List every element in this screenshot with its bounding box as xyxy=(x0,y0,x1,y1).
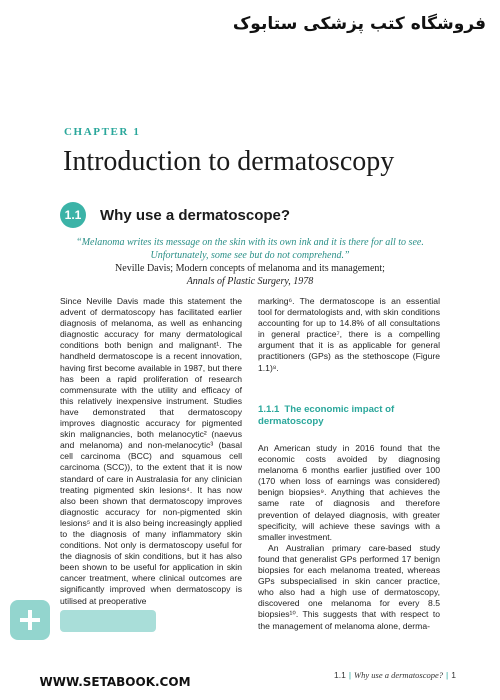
footer-separator: | xyxy=(348,670,352,680)
store-banner: فروشگاه کتب پزشکی ستابوک xyxy=(232,14,486,34)
section-title: Why use a dermatoscope? xyxy=(100,206,291,224)
page-number: 1 xyxy=(451,670,456,680)
quote-source: Annals of Plastic Surgery, 1978 xyxy=(186,276,314,287)
setabook-logo-watermark xyxy=(6,594,166,656)
body-paragraph: Since Neville Davis made this statement the advent of dermatoscopy has facilitated earlier diagnosis of melanoma, as well as enhancing diagnostic accuracy for many dermatological conditions both benign and malignant¹. The handheld dermatoscope is a recent innovation, having first become available in 1987, but there has been a rapid proliferation of research commensurate with the utility and efficacy of this relatively inexpensive instrument. Studies have demonstrated that dermatoscopy improves diagnostic accuracy for pigmented skin malignancies, both melanocytic² (naevus and melanoma) and non-melanocytic³ (basal cell carcinoma (BCC) and squamous cell carcinoma (SCC)), to the extent that it is now standard of care in Australasia for any clinician treating pigmented skin lesions⁴. It has now also been shown that dermatoscopy improves diagnostic accuracy for non-pigmented skin lesions⁵ and it is also being increasingly applied to the diagnosis of many inflammatory skin conditions. Not only is dermatoscopy useful for the diagnosis of skin conditions, but it has also been shown to be useful for application in skin cancer treatment, where clinical outcomes are significantly improved when dermatoscopy is utilised at preoperative xyxy=(60,296,242,606)
section-heading xyxy=(60,202,290,228)
subsection-title: The economic impact of dermatoscopy xyxy=(258,404,395,427)
subsection-heading xyxy=(258,404,440,428)
quote-attribution: Neville Davis; Modern concepts of melanoma and its management; xyxy=(115,263,385,274)
epigraph-quote xyxy=(60,236,440,288)
footer-separator: | xyxy=(446,670,449,680)
quote-text: “Melanoma writes its message on the skin with its own ink and it is there for all to see. Unfortunately, some see but do not comprehend.” xyxy=(76,237,424,261)
body-paragraph: An American study in 2016 found that the economic costs avoided by diagnosing melanoma 6 months earlier justified over 100 (170 when loss of earnings was considered) benign biopsies⁹. Anything that achieves the same rate of diagnosis and therefore prevention of delayed diagnosis, with greater specificity, will achieve these savings with a smaller investment. xyxy=(258,443,440,542)
page-footer xyxy=(334,670,456,680)
footer-section-number: 1.1 xyxy=(334,670,346,680)
right-column-top xyxy=(258,296,440,374)
body-paragraph: An Australian primary care-based study found that generalist GPs performed 17 benign biopsies for each melanoma treated, whereas GPs subspecialised in skin cancer practice, who also had a high use of dermatoscopy, discovered one melanoma for every 8.5 biopsies¹⁰. This suggests that with respect to the management of melanoma alone, derma- xyxy=(258,542,440,631)
subsection-number: 1.1.1 xyxy=(258,404,280,415)
left-column xyxy=(60,296,242,607)
footer-section-title: Why use a dermatoscope? xyxy=(354,670,444,680)
section-number-badge: 1.1 xyxy=(60,202,86,228)
watermark-url: WWW.SETABOOK.COM xyxy=(39,675,191,689)
right-column-bottom xyxy=(258,443,440,632)
chapter-label: CHAPTER 1 xyxy=(64,126,141,138)
body-paragraph: marking⁶. The dermatoscope is an essential tool for dermatologists and, with skin conditions accounting for up to 14.8% of all consultations in general practice⁷, there is a compelling argument that it is as applicable for general practitioners (GPs) as the stethoscope (Figure 1.1)⁸. xyxy=(258,296,440,373)
chapter-title: Introduction to dermatoscopy xyxy=(63,146,395,177)
